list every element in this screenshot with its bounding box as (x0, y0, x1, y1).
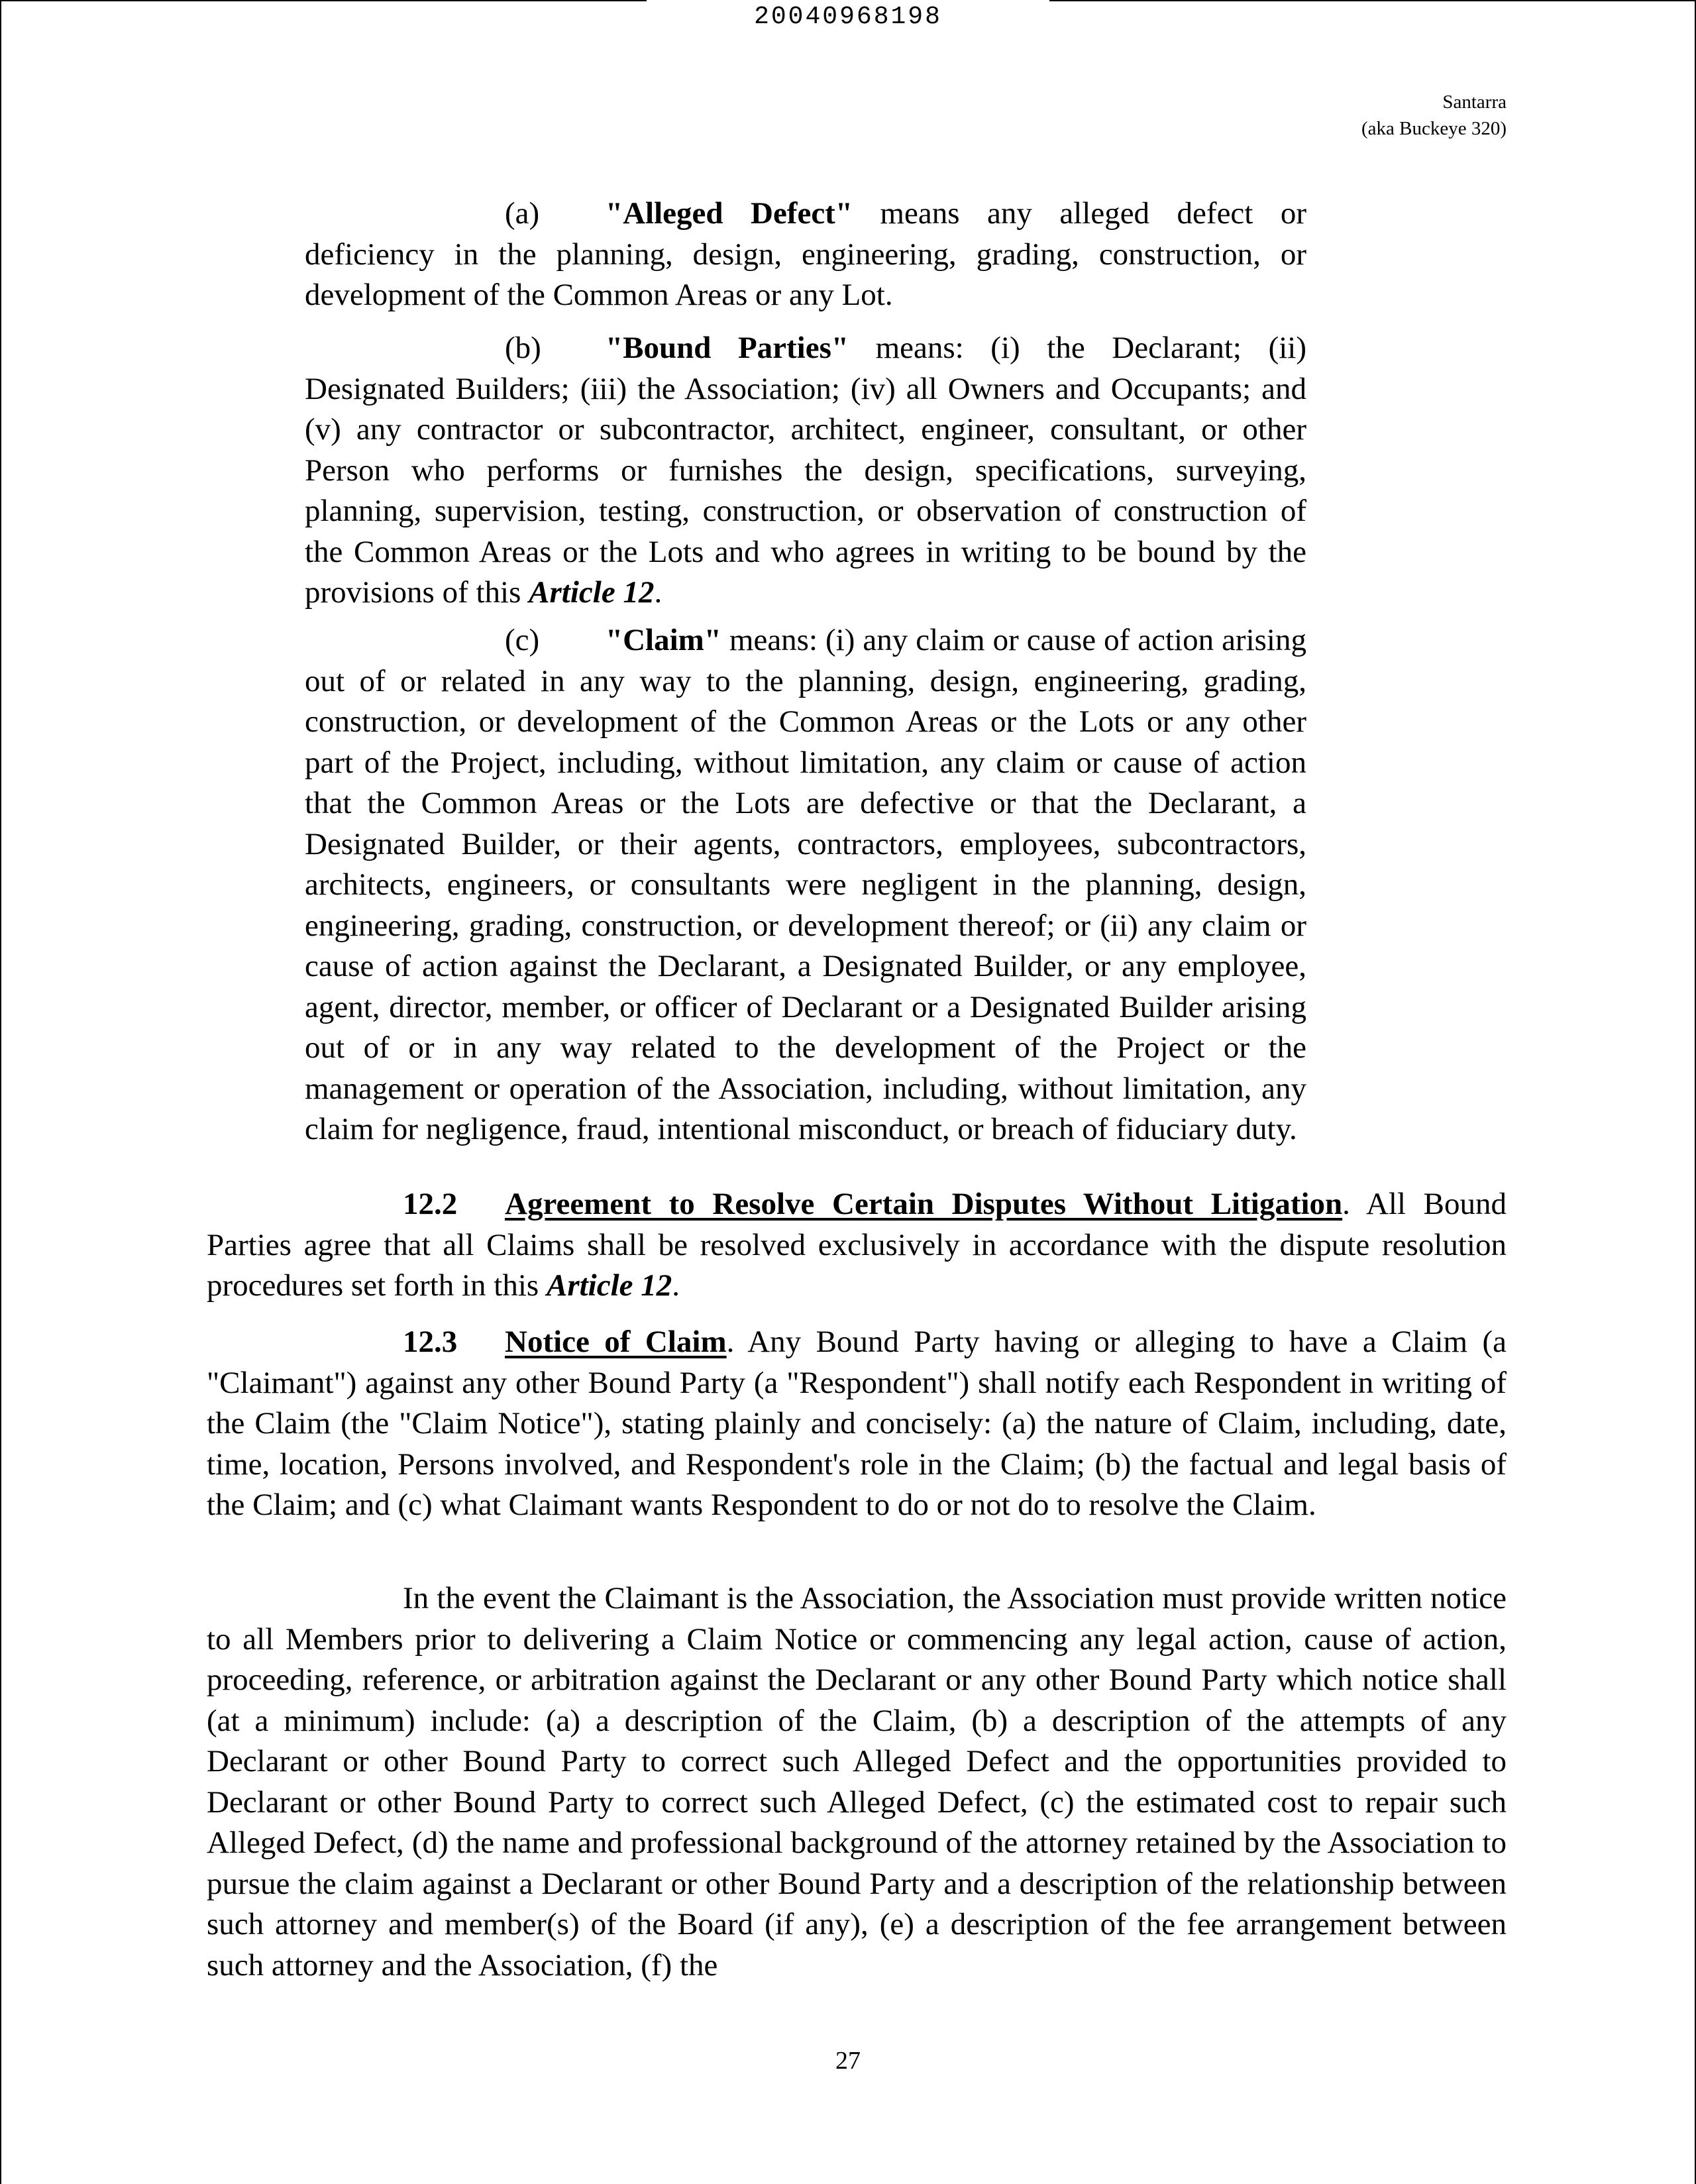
section-text: . All Bound Parties agree that all Claims shall be resolved exclusively in accordance with the dispute resolution procedures set forth in this (207, 1187, 1507, 1303)
header-aka-name: (aka Buckeye 320) (1361, 118, 1507, 139)
definition-label: (c) (505, 623, 540, 657)
definition-text: means any alleged defect or deficiency in the planning, design, engineering, grading, construction, or development of the Common Areas or any Lot. (305, 196, 1306, 312)
paragraph-association-notice: In the event the Claimant is the Association, the Association must provide written notice to all Members prior to delivering a Claim Notice or commencing any legal action, cause of action, proceeding, reference, or arbitration against the Declarant or any other Bound Party which notice shall (at a minimum) include: (a) a description of the Claim, (b) a description of the attempts of any Declarant or other Bound Party to correct such Alleged Defect and the opportunities provided to Declarant or other Bound Party to correct such Alleged Defect, (c) the estimated cost to repair such Alleged Defect, (d) the name and professional background of the attorney retained by the Association to pursue the claim against a Declarant or other Bound Party and a description of the relationship between such attorney and member(s) of the Board (if any), (e) a description of the fee arrangement between such attorney and the Association, (f) the (207, 1581, 1507, 1983)
section-12-2 (207, 1184, 1507, 1307)
page-number: 27 (835, 2047, 861, 2075)
definition-label: (a) (505, 196, 540, 231)
section-12-3 (207, 1322, 1507, 1526)
article-reference: Article 12 (546, 1268, 672, 1303)
definition-claim (305, 620, 1306, 1150)
section-text: . Any Bound Party having or alleging to have a Claim (a "Claimant") against any other Bound Party (a "Respondent") shall notify each Respondent in writing of the Claim (the "Claim Notice"), stating plainly and concisely: (a) the nature of Claim, including, date, time, location, Persons involved, and Respondent's role in the Claim; (b) the factual and legal basis of the Claim; and (c) what Claimant wants Respondent to do or not do to resolve the Claim. (207, 1325, 1507, 1522)
frame-top-left-line (0, 0, 647, 1)
running-header (1361, 89, 1507, 142)
definition-label: (b) (505, 331, 541, 365)
section-tail: . (672, 1268, 680, 1303)
defined-term: "Bound Parties" (606, 331, 849, 365)
frame-left-line (0, 0, 1, 2184)
definition-text: means: (i) the Declarant; (ii) Designated Builders; (iii) the Association; (iv) all Owners and Occupants; and (v) any contractor or subcontractor, architect, engineer, consultant, or other Person who performs or furnishes the design, specifications, surveying, planning, supervision, testing, construction, or observation of construction of the Common Areas or the Lots and who agrees in writing to be bound by the provisions of this (305, 331, 1306, 610)
section-number: 12.2 (403, 1187, 458, 1221)
definition-bound-parties (305, 328, 1306, 614)
header-project-name: Santarra (1442, 91, 1507, 113)
defined-term: "Claim" (606, 623, 721, 657)
section-heading: Notice of Claim (505, 1325, 727, 1359)
definition-alleged-defect (305, 193, 1306, 316)
definition-tail: . (654, 575, 662, 610)
section-number: 12.3 (403, 1325, 458, 1359)
definition-text: means: (i) any claim or cause of action arising out of or related in any way to the planning, design, engineering, grading, construction, or development of the Common Areas or the Lots or any other part of the Project, including, without limitation, any claim or cause of action that the Common Areas or the Lots are defective or that the Declarant, a Designated Builder, or their agents, contractors, employees, subcontractors, architects, engineers, or consultants were negligent in the planning, design, engineering, grading, construction, or development thereof; or (ii) any claim or cause of action against the Declarant, a Designated Builder, or any employee, agent, director, member, or officer of Declarant or a Designated Builder arising out of or in any way related to the development of the Project or the management or operation of the Association, including, without limitation, any claim for negligence, fraud, intentional misconduct, or breach of fiduciary duty. (305, 623, 1306, 1146)
article-reference: Article 12 (529, 575, 655, 610)
section-heading: Agreement to Resolve Certain Disputes Without Litigation (505, 1187, 1343, 1221)
defined-term: "Alleged Defect" (606, 196, 853, 231)
frame-top-right-line (1049, 0, 1696, 1)
document-number: 20040968198 (754, 3, 942, 31)
